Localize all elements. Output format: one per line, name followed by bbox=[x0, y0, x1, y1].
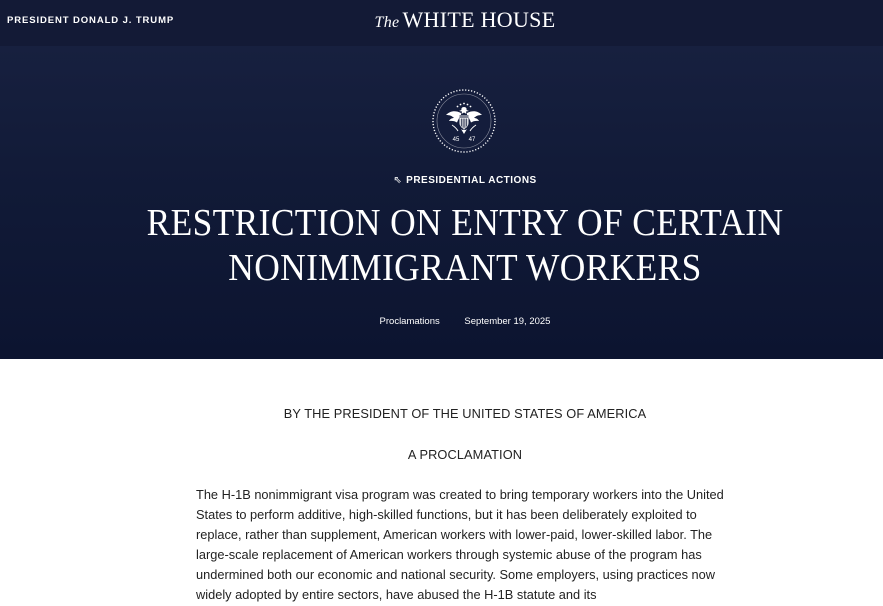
article-paragraph: The H-1B nonimmigrant visa program was created to bring temporary workers into the United States to perform additive, high-skilled functions, but it has been deliberately exploited to replace, rather than supplement, American workers with lower-paid, lower-skilled labor. The large-scale replacement of American workers through systemic abuse of the program has undermined both our economic and national security. Some employers, using practices now widely adopted by entire sectors, have abused the H-1B statute and its bbox=[196, 487, 724, 602]
page-title-line-1: RESTRICTION ON ENTRY OF CERTAIN bbox=[146, 202, 784, 244]
article-content bbox=[0, 359, 883, 606]
category-label: PRESIDENTIAL ACTIONS bbox=[406, 175, 537, 186]
post-type-link[interactable]: Proclamations bbox=[379, 316, 440, 327]
proclamation-heading: A PROCLAMATION bbox=[407, 447, 523, 462]
page-title bbox=[129, 201, 801, 291]
logo-prefix: The bbox=[374, 14, 400, 31]
byline: BY THE PRESIDENT OF THE UNITED STATES OF AMERICA bbox=[283, 406, 647, 421]
arrow-up-left-icon: ⇖ bbox=[393, 175, 403, 186]
logo-name: WHITE HOUSE bbox=[402, 7, 556, 32]
post-date: September 19, 2025 bbox=[464, 316, 551, 327]
president-link[interactable]: PRESIDENT DONALD J. TRUMP bbox=[7, 15, 175, 26]
category-link[interactable] bbox=[0, 175, 883, 186]
hero-banner bbox=[0, 46, 883, 359]
post-meta bbox=[0, 316, 883, 327]
seal-number-left: 45 bbox=[452, 137, 460, 143]
white-house-logo[interactable] bbox=[0, 7, 883, 33]
page-title-line-2: NONIMMIGRANT WORKERS bbox=[228, 247, 702, 289]
presidential-seal-icon bbox=[432, 89, 496, 153]
seal-number-right: 47 bbox=[468, 137, 476, 143]
site-header bbox=[0, 0, 883, 46]
